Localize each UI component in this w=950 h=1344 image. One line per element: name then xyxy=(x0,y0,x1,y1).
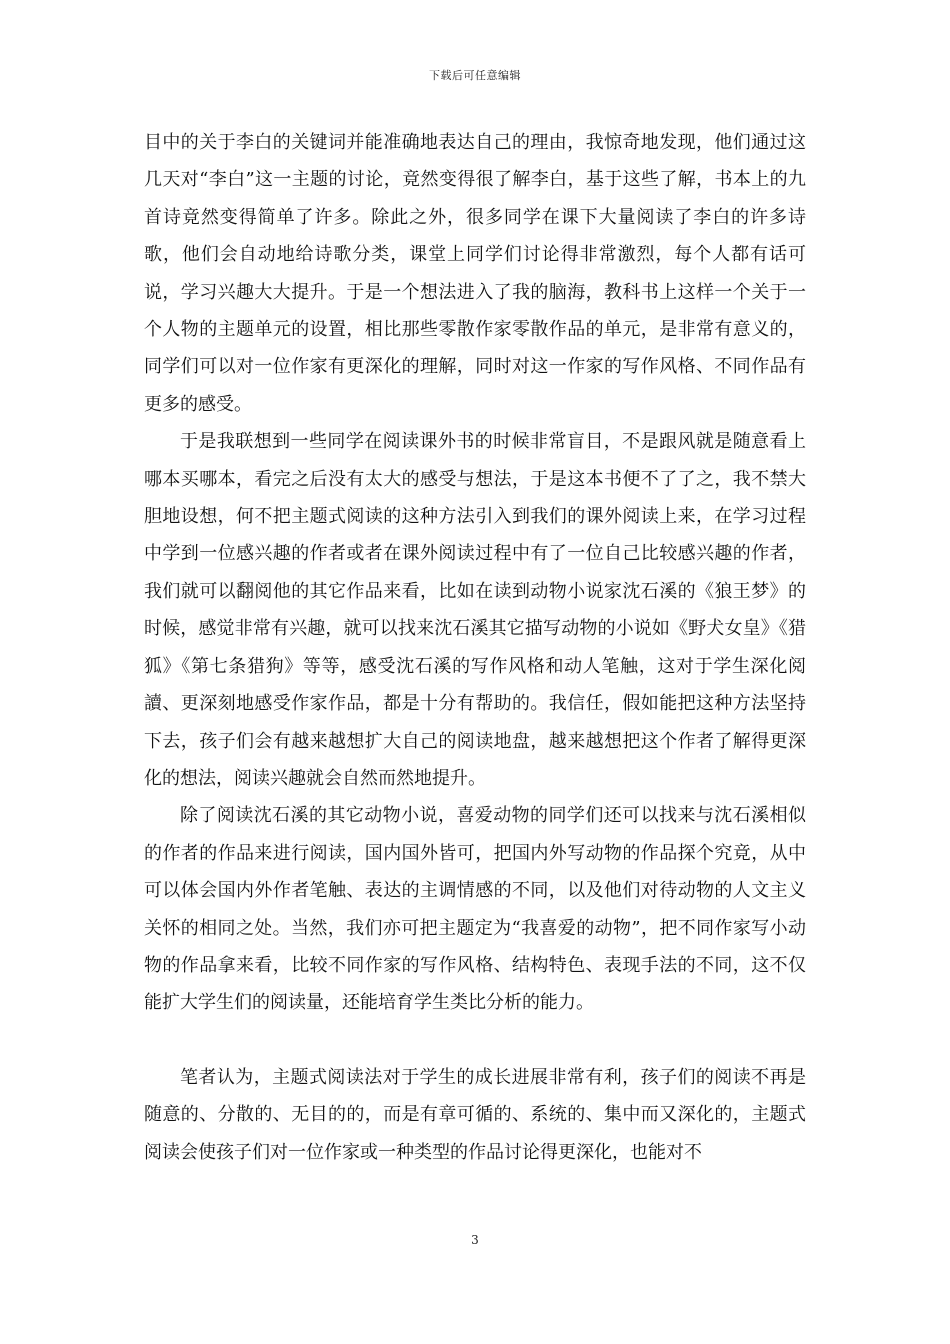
paragraph-animal-works: 除了阅读沈石溪的其它动物小说，喜爱动物的同学们还可以找来与沈石溪相似的作者的作品来进行阅读，国内国外皆可，把国内外写动物的作品探个究竟，从中可以体会国内外作者笔触、表达的主调情感的不同，以及他们对待动物的人文主义关怀的相同之处。当然，我们亦可把主题定为“我喜爱的动物”，把不同作家写小动物的作品拿来看，比较不同作家的写作风格、结构特色、表现手法的不同，这不仅能扩大学生们的阅读量，还能培育学生类比分析的能力。 xyxy=(144,805,806,1014)
page-header: 下载后可任意编辑 xyxy=(429,69,521,82)
paragraph-continuation: 目中的关于李白的关键词并能准确地表达自己的理由，我惊奇地发现，他们通过这几天对“李白”这一主题的讨论，竟然变得很了解李白，基于这些了解，书本上的九首诗竟然变得简单了许多。除此之外，很多同学在课下大量阅读了李白的许多诗歌，他们会自动地给诗歌分类，课堂上同学们讨论得非常激烈，每个人都有话可说，学习兴趣大大提升。于是一个想法进入了我的脑海，教科书上这样一个关于一个人物的主题单元的设置，相比那些零散作家零散作品的单元，是非常有意义的，同学们可以对一位作家有更深化的理解，同时对这一作家的写作风格、不同作品有更多的感受。 xyxy=(144,132,806,415)
page-number: 3 xyxy=(471,1233,479,1247)
paragraph-spacer xyxy=(144,1022,806,1059)
document-body xyxy=(144,124,806,1171)
paragraph-conclusion: 笔者认为，主题式阅读法对于学生的成长进展非常有利，孩子们的阅读不再是随意的、分散的、无目的的，而是有章可循的、系统的、集中而又深化的，主题式阅读会使孩子们对一位作家或一种类型的作品讨论得更深化，也能对不 xyxy=(144,1066,806,1163)
paragraph-associative-reading: 于是我联想到一些同学在阅读课外书的时候非常盲目，不是跟风就是随意看上哪本买哪本，看完之后没有太大的感受与想法，于是这本书便不了了之，我不禁大胆地设想，何不把主题式阅读的这种方法引入到我们的课外阅读上来，在学习过程中学到一位感兴趣的作者或者在课外阅读过程中有了一位自己比较感兴趣的作者，我们就可以翻阅他的其它作品来看，比如在读到动物小说家沈石溪的《狼王梦》的时候，感觉非常有兴趣，就可以找来沈石溪其它描写动物的小说如《野犬女皇》《猎狐》《第七条猎狗》等等，感受沈石溪的写作风格和动人笔触，这对于学生深化阅讀、更深刻地感受作家作品，都是十分有帮助的。我信任，假如能把这种方法坚持下去，孩子们会有越来越想扩大自己的阅读地盘，越来越想把这个作者了解得更深化的想法，阅读兴趣就会自然而然地提升。 xyxy=(144,431,806,789)
